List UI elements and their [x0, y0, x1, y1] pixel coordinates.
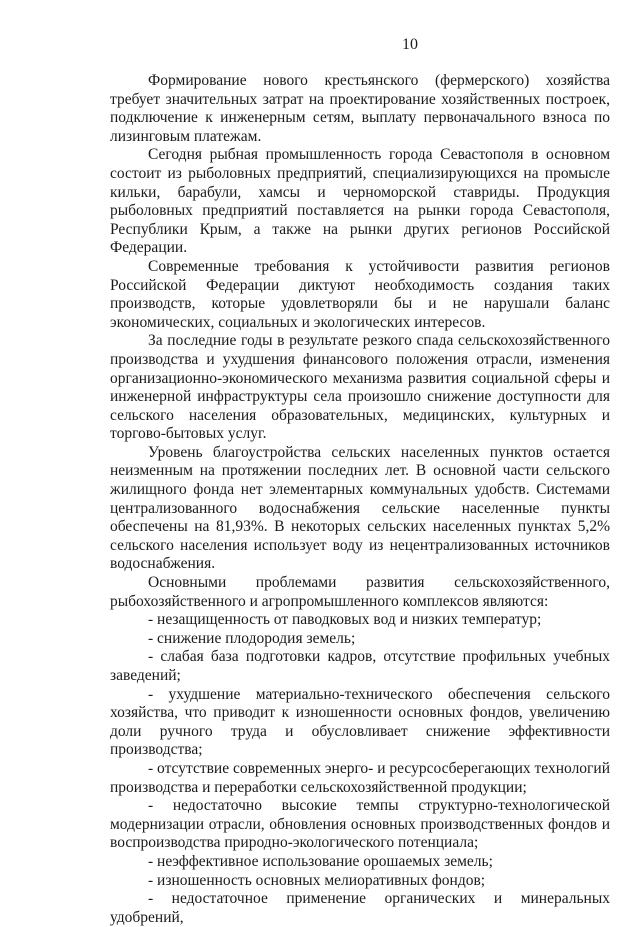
paragraph: Основными проблемами развития сельскохозяйственного, рыбохозяйственного и агропромышленного комплексов являются: [110, 574, 610, 610]
paragraph: Уровень благоустройства сельских населенных пунктов остается неизменным на протяжении последних лет. В основной части сельского жилищного фонда нет элементарных коммунальных удобств. Системами централизованного водоснабжения сельские населенные пункты обеспечены на 81,93%. В некоторых сельских населенных пунктах 5,2% сельского населения использует воду из нецентрализованных источников водоснабжения. [110, 443, 610, 573]
list-item: - недостаточное применение органических и минеральных удобрений, [110, 890, 610, 926]
paragraph: Современные требования к устойчивости развития регионов Российской Федерации диктуют необходимость создания таких производств, которые удовлетворяли бы и не нарушали баланс экономических, социальных и экологических интересов. [110, 257, 610, 331]
list-item: - ухудшение материально-технического обеспечения сельского хозяйства, что приводит к изношенности основных фондов, увеличению доли ручного труда и обусловливает снижение эффективности производства; [110, 685, 610, 759]
list-item: - неэффективное использование орошаемых земель; [148, 852, 493, 870]
paragraph: Сегодня рыбная промышленность города Севастополя в основном состоит из рыболовных предприятий, специализирующихся на промысле кильки, барабули, хамсы и черноморской ставриды. Продукция рыболовных предприятий поставляется на рынки города Севастополя, Республики Крым, а также на рынки других регионов Российской Федерации. [110, 146, 610, 257]
list-item: - слабая база подготовки кадров, отсутствие профильных учебных заведений; [110, 648, 610, 684]
document-body [110, 72, 610, 927]
paragraph: Формирование нового крестьянского (фермерского) хозяйства требует значительных затрат на проектирование хозяйственных построек, подключение к инженерным сетям, выплату первоначального взноса по лизинговым платежам. [110, 72, 610, 145]
list-item: - изношенность основных мелиоративных фондов; [148, 871, 486, 889]
page-number: 10 [402, 36, 418, 53]
list-item: - недостаточно высокие темпы структурно-технологической модернизации отрасли, обновления основных производственных фондов и воспроизводства природно-экологического потенциала; [110, 797, 610, 852]
list-item: - снижение плодородия земель; [148, 629, 356, 647]
paragraph: За последние годы в результате резкого спада сельскохозяйственного производства и ухудшения финансового положения отрасли, изменения организационно-экономического механизма развития социальной сферы и инженерной инфраструктуры села произошло снижение доступности для сельского населения образовательных, медицинских, культурных и торгово-бытовых услуг. [110, 332, 610, 443]
list-item: - незащищенность от паводковых вод и низких температур; [148, 611, 542, 629]
list-item: - отсутствие современных энерго- и ресурсосберегающих технологий производства и переработки сельскохозяйственной продукции; [110, 759, 610, 796]
